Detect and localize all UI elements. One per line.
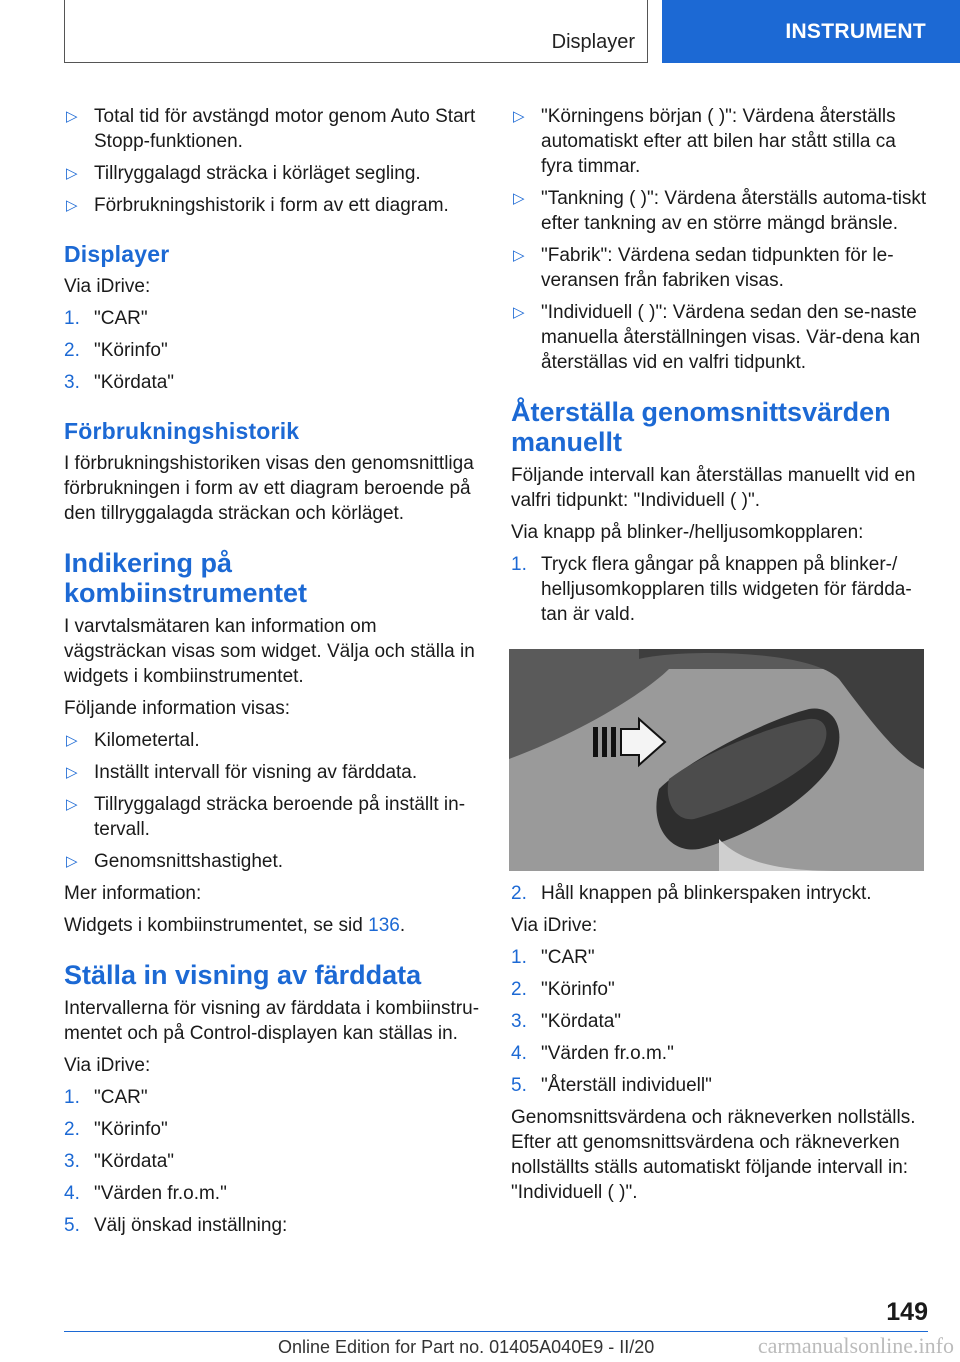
footer-edition: Online Edition for Part no. 01405A040E9 - II/20	[278, 1337, 655, 1357]
triangle-bullet-icon: ▷	[66, 165, 78, 182]
settings-text: Intervallerna för visning av färddata i kombiinstru-mentet och på Control-displayen kan ställas in.	[64, 998, 480, 1044]
list-item: 5. Välj önskad inställning:	[64, 1215, 288, 1236]
heading-reset: Återställa genomsnittsvärden manuellt	[511, 397, 891, 457]
kombi-text: I varvtalsmätaren kan information om vägsträckan visas som widget. Välja och ställa in widgets i kombiinstrumentet.	[64, 616, 475, 687]
turn-signal-stalk-photo	[509, 649, 924, 871]
heading-settings: Ställa in visning av färddata	[64, 960, 422, 990]
list-item: ▷ Kilometertal.	[66, 730, 200, 751]
page-reference-link[interactable]: 136	[368, 915, 400, 936]
list-item: 2. "Körinfo"	[511, 979, 615, 1000]
list-item: ▷ Genomsnittshastighet.	[66, 851, 284, 872]
header-section-title: Displayer	[551, 31, 635, 53]
list-item: ▷ "Tankning ( )": Värdena återställs automa-tiskt efter tankning av en större mängd bränsle.	[513, 188, 927, 234]
list-item: 3. "Kördata"	[64, 372, 175, 393]
list-item: 3. "Kördata"	[511, 1011, 622, 1032]
triangle-bullet-icon: ▷	[66, 853, 78, 870]
reference-text: Widgets i kombiinstrumentet, se sid 136.	[64, 915, 406, 936]
list-item: 1. "CAR"	[64, 1087, 148, 1108]
reset-text: Följande intervall kan återställas manuellt vid en valfri tidpunkt: "Individuell ( )".	[511, 465, 916, 511]
triangle-bullet-icon: ▷	[66, 108, 78, 125]
list-item: ▷ "Körningens början ( )": Värdena återställs automatiskt efter att bilen har stått stilla ca fyra timmar.	[513, 106, 896, 177]
heading-history: Förbrukningshistorik	[64, 418, 300, 444]
footer-divider	[64, 1331, 928, 1332]
triangle-bullet-icon: ▷	[513, 108, 525, 125]
closing-text: Genomsnittsvärdena och räkneverken nollställs. Efter att genomsnittsvärdena och räkneverken nollställts ställs automatiskt följande intervall in: "Individuell ( )".	[511, 1107, 916, 1203]
list-item: ▷ Total tid för avstängd motor genom Auto Start Stopp-funktionen.	[66, 106, 476, 152]
list-item: ▷ Inställt intervall för visning av färddata.	[66, 762, 418, 783]
triangle-bullet-icon: ▷	[66, 732, 78, 749]
list-item: 2. Håll knappen på blinkerspaken intryckt.	[511, 883, 872, 904]
triangle-bullet-icon: ▷	[66, 197, 78, 214]
history-text: I förbrukningshistoriken visas den genomsnittliga förbrukningen i form av ett diagram beroende på den tillryggalagda sträckan och körläget.	[64, 453, 474, 524]
header-chapter-tab	[662, 0, 960, 63]
kombi-shown-text: Följande information visas:	[64, 698, 290, 719]
heading-displayer: Displayer	[64, 241, 170, 267]
left-column	[64, 104, 482, 1245]
list-item: 1. "CAR"	[64, 308, 148, 329]
watermark: carmanualsonline.info	[757, 1333, 954, 1358]
triangle-bullet-icon: ▷	[513, 190, 525, 207]
list-item: 1. Tryck flera gångar på knappen på blinker-/ helljusomkopplaren tills widgeten för färdda-tan är vald.	[511, 554, 912, 625]
more-info-text: Mer information:	[64, 883, 202, 904]
list-item: ▷ Förbrukningshistorik i form av ett diagram.	[66, 195, 449, 216]
list-item: 4. "Värden fr.o.m."	[511, 1043, 674, 1064]
via-idrive-text: Via iDrive:	[511, 915, 598, 936]
via-stalk-text: Via knapp på blinker-/helljusomkopplaren:	[511, 522, 864, 543]
via-idrive-text: Via iDrive:	[64, 276, 151, 297]
list-item: ▷ "Fabrik": Värdena sedan tidpunkten för le-veransen från fabriken visas.	[513, 245, 894, 291]
via-idrive-text: Via iDrive:	[64, 1055, 151, 1076]
stalk-illustration	[509, 649, 924, 871]
triangle-bullet-icon: ▷	[66, 764, 78, 781]
list-item: 1. "CAR"	[511, 947, 595, 968]
list-item: 2. "Körinfo"	[64, 1119, 168, 1140]
right-column	[511, 104, 929, 1212]
heading-kombi: Indikering på kombiinstrumentet	[64, 548, 308, 608]
list-item: 4. "Värden fr.o.m."	[64, 1183, 227, 1204]
page-number: 149	[886, 1298, 928, 1326]
list-item: 3. "Kördata"	[64, 1151, 175, 1172]
triangle-bullet-icon: ▷	[513, 247, 525, 264]
list-item: ▷ Tillryggalagd sträcka i körläget segling.	[66, 163, 421, 184]
chapter-label: INSTRUMENT	[785, 20, 926, 43]
list-item: 2. "Körinfo"	[64, 340, 168, 361]
list-item: ▷ Tillryggalagd sträcka beroende på inställt in-tervall.	[66, 794, 466, 840]
list-item: ▷ "Individuell ( )": Värdena sedan den se-naste manuella återställningen visas. Vär-dena kan återställas vid en valfri tidpunkt.	[513, 302, 921, 373]
triangle-bullet-icon: ▷	[513, 304, 525, 321]
list-item: 5. "Återställ individuell"	[511, 1075, 712, 1096]
triangle-bullet-icon: ▷	[66, 796, 78, 813]
